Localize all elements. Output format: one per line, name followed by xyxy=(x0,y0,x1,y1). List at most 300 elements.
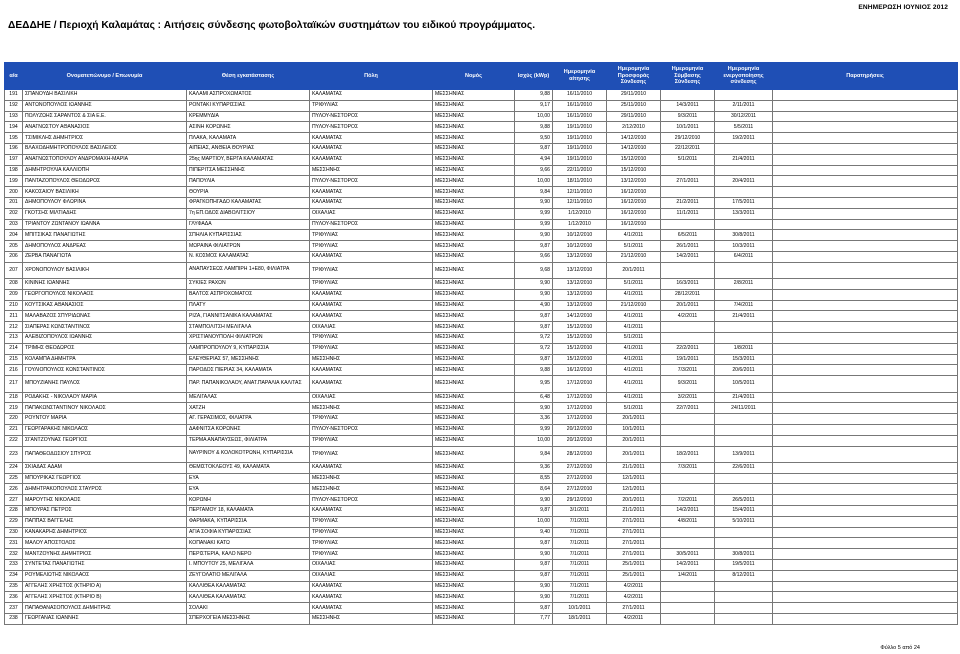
cell-name: ΚΟΛΑΜΠΑ ΔΗΜΗΤΡΑ xyxy=(23,354,187,365)
cell-city: ΤΡΙΦΥΛΙΑΣ xyxy=(310,527,433,538)
cell-remarks xyxy=(773,154,958,165)
cell-power: 9,72 xyxy=(515,343,553,354)
cell-prefecture: ΜΕΣΣΗΝΙΑΣ xyxy=(433,424,515,435)
cell-offer-date: 29/11/2010 xyxy=(607,90,661,101)
cell-application-date: 27/12/2010 xyxy=(553,484,607,495)
table-row xyxy=(5,403,958,414)
table-row xyxy=(5,376,958,392)
cell-remarks xyxy=(773,241,958,252)
cell-name: ΑΛΕΒΙΖΟΠΟΥΛΟΣ ΙΩΑΝΝΗΣ xyxy=(23,333,187,344)
cell-name: ΡΟΔΑΚΗΣ - ΝΙΚΟΛΑΟΥ ΜΑΡΙΑ xyxy=(23,392,187,403)
cell-offer-date: 12/1/2011 xyxy=(607,484,661,495)
cell-location: ΕΥΑ xyxy=(187,473,310,484)
cell-city: ΚΑΛΑΜΑΤΑΣ xyxy=(310,365,433,376)
cell-power: 9,84 xyxy=(515,187,553,198)
cell-city: ΟΙΧΑΛΙΑΣ xyxy=(310,570,433,581)
cell-city: ΚΑΛΑΜΑΤΑΣ xyxy=(310,505,433,516)
cell-city: ΚΑΛΑΜΑΤΑΣ xyxy=(310,300,433,311)
cell-contract-date: 30/5/2011 xyxy=(661,549,715,560)
cell-activation-date xyxy=(715,613,773,624)
cell-name: ΜΑΝΤΖΟΥΝΗΣ ΔΗΜΗΤΡΙΟΣ xyxy=(23,549,187,560)
cell-offer-date: 25/1/2011 xyxy=(607,559,661,570)
cell-contract-date: 14/2/2011 xyxy=(661,251,715,262)
table-row xyxy=(5,592,958,603)
cell-prefecture: ΜΕΣΣΗΝΙΑΣ xyxy=(433,154,515,165)
cell-offer-date: 4/1/2011 xyxy=(607,343,661,354)
cell-aa: 230 xyxy=(5,527,23,538)
cell-application-date: 12/11/2010 xyxy=(553,197,607,208)
cell-power: 7,77 xyxy=(515,613,553,624)
cell-city: ΚΑΛΑΜΑΤΑΣ xyxy=(310,154,433,165)
cell-contract-date: 11/1/2011 xyxy=(661,208,715,219)
cell-prefecture: ΜΕΣΣΗΝΙΑΣ xyxy=(433,143,515,154)
cell-power: 9,17 xyxy=(515,100,553,111)
cell-prefecture: ΜΕΣΣΗΝΙΑΣ xyxy=(433,603,515,614)
cell-offer-date: 4/1/2011 xyxy=(607,230,661,241)
cell-name: ΠΑΝΤΑΖΟΠΟΥΛΟΣ ΘΕΟΔΩΡΟΣ xyxy=(23,176,187,187)
cell-city: ΚΑΛΑΜΑΤΑΣ xyxy=(310,251,433,262)
cell-city: ΤΡΙΦΥΛΙΑΣ xyxy=(310,100,433,111)
cell-application-date: 27/12/2010 xyxy=(553,473,607,484)
cell-location: ΣΟΛΑΚΙ xyxy=(187,603,310,614)
cell-activation-date xyxy=(715,538,773,549)
table-row xyxy=(5,111,958,122)
cell-power: 9,90 xyxy=(515,403,553,414)
cell-prefecture: ΜΕΣΣΗΝΙΑΣ xyxy=(433,581,515,592)
cell-power: 9,88 xyxy=(515,90,553,101)
cell-remarks xyxy=(773,197,958,208)
cell-offer-date: 16/12/2010 xyxy=(607,219,661,230)
cell-application-date: 10/12/2010 xyxy=(553,241,607,252)
table-row xyxy=(5,581,958,592)
cell-aa: 191 xyxy=(5,90,23,101)
table-row xyxy=(5,122,958,133)
cell-prefecture: ΜΕΣΣΗΝΙΑΣ xyxy=(433,354,515,365)
cell-activation-date: 30/8/2011 xyxy=(715,230,773,241)
column-header-name: Ονοματεπώνυμο / Επωνυμία xyxy=(23,63,187,90)
cell-name: ΜΠΟΥΖΙΑΝΗΣ ΠΑΥΛΟΣ xyxy=(23,376,187,392)
cell-power: 9,87 xyxy=(515,241,553,252)
cell-offer-date: 27/1/2011 xyxy=(607,516,661,527)
table-row xyxy=(5,208,958,219)
cell-offer-date: 25/1/2011 xyxy=(607,570,661,581)
cell-location: ΠΛΑΚΑ, ΚΑΛΑΜΑΤΑ xyxy=(187,133,310,144)
cell-aa: 218 xyxy=(5,392,23,403)
cell-offer-date: 20/1/2011 xyxy=(607,495,661,506)
cell-name: ΓΕΩΡΓΑΡΑΚΗΣ ΝΙΚΟΛΑΟΣ xyxy=(23,424,187,435)
cell-prefecture: ΜΕΣΣΗΝΙΑΣ xyxy=(433,592,515,603)
cell-activation-date xyxy=(715,143,773,154)
cell-power: 10,00 xyxy=(515,111,553,122)
cell-contract-date: 14/3/2011 xyxy=(661,100,715,111)
cell-location: ΣΥΚΙΕΣ ΡΑΧΩΝ xyxy=(187,279,310,290)
cell-offer-date: 14/12/2010 xyxy=(607,143,661,154)
cell-application-date: 16/11/2010 xyxy=(553,90,607,101)
cell-power: 4,94 xyxy=(515,154,553,165)
cell-remarks xyxy=(773,403,958,414)
cell-name: ΓΕΩΡΓΟΠΟΥΛΟΣ ΝΙΚΟΛΑΟΣ xyxy=(23,289,187,300)
cell-offer-date: 21/12/2010 xyxy=(607,251,661,262)
cell-activation-date xyxy=(715,473,773,484)
cell-activation-date: 13/9/2011 xyxy=(715,446,773,462)
cell-aa: 224 xyxy=(5,462,23,473)
cell-location: ΦΑΡΜΑΚΑ, ΚΥΠΑΡΙΣΣΙΑ xyxy=(187,516,310,527)
cell-aa: 226 xyxy=(5,484,23,495)
cell-offer-date: 4/2/2011 xyxy=(607,592,661,603)
cell-offer-date: 4/1/2011 xyxy=(607,354,661,365)
cell-activation-date: 5/10/2011 xyxy=(715,516,773,527)
cell-location: ΚΟΡΩΝΗ xyxy=(187,495,310,506)
cell-activation-date xyxy=(715,322,773,333)
cell-contract-date: 7/2/2011 xyxy=(661,495,715,506)
cell-aa: 212 xyxy=(5,322,23,333)
cell-prefecture: ΜΕΣΣΗΝΙΑΣ xyxy=(433,559,515,570)
cell-application-date: 7/1/2011 xyxy=(553,549,607,560)
cell-activation-date xyxy=(715,435,773,446)
cell-prefecture: ΜΕΣΣΗΝΙΑΣ xyxy=(433,376,515,392)
cell-aa: 220 xyxy=(5,414,23,425)
table-row xyxy=(5,603,958,614)
cell-prefecture: ΜΕΣΣΗΝΙΑΣ xyxy=(433,219,515,230)
cell-location: ΠΕΡΙΣΤΕΡΙΑ, ΚΑΛΟ ΝΕΡΟ xyxy=(187,549,310,560)
table-row xyxy=(5,133,958,144)
cell-power: 9,87 xyxy=(515,322,553,333)
cell-city: ΠΥΛΟΥ-ΝΕΣΤΟΡΟΣ xyxy=(310,495,433,506)
cell-name: ΑΓΓΕΛΗΣ ΧΡΗΣΤΟΣ (ΚΤΗΡΙΟ Α) xyxy=(23,581,187,592)
cell-application-date: 10/12/2010 xyxy=(553,230,607,241)
cell-city: ΠΥΛΟΥ-ΝΕΣΤΟΡΟΣ xyxy=(310,424,433,435)
cell-contract-date xyxy=(661,484,715,495)
cell-remarks xyxy=(773,495,958,506)
cell-power: 9,87 xyxy=(515,559,553,570)
cell-activation-date: 5/5/2011 xyxy=(715,122,773,133)
cell-offer-date: 4/2/2011 xyxy=(607,613,661,624)
cell-prefecture: ΜΕΣΣΗΝΙΑΣ xyxy=(433,197,515,208)
cell-offer-date: 16/12/2010 xyxy=(607,187,661,198)
cell-prefecture: ΜΕΣΣΗΝΙΑΣ xyxy=(433,122,515,133)
cell-application-date: 7/1/2011 xyxy=(553,581,607,592)
cell-power: 10,00 xyxy=(515,435,553,446)
cell-city: ΤΡΙΦΥΛΙΑΣ xyxy=(310,343,433,354)
cell-activation-date: 17/5/2011 xyxy=(715,197,773,208)
cell-contract-date: 19/1/2011 xyxy=(661,354,715,365)
cell-city: ΤΡΙΦΥΛΙΑΣ xyxy=(310,549,433,560)
cell-power: 9,99 xyxy=(515,424,553,435)
cell-application-date: 15/12/2010 xyxy=(553,343,607,354)
cell-power: 9,90 xyxy=(515,581,553,592)
cell-city: ΚΑΛΑΜΑΤΑΣ xyxy=(310,462,433,473)
cell-offer-date: 16/12/2010 xyxy=(607,197,661,208)
cell-aa: 216 xyxy=(5,365,23,376)
cell-location: ΓΛΥΦΑΔΑ xyxy=(187,219,310,230)
cell-remarks xyxy=(773,100,958,111)
cell-city: ΠΥΛΟΥ-ΝΕΣΤΟΡΟΣ xyxy=(310,122,433,133)
cell-prefecture: ΜΕΣΣΗΝΙΑΣ xyxy=(433,538,515,549)
cell-city: ΤΡΙΦΥΛΙΑΣ xyxy=(310,446,433,462)
cell-remarks xyxy=(773,322,958,333)
cell-power: 9,99 xyxy=(515,219,553,230)
cell-remarks xyxy=(773,343,958,354)
cell-remarks xyxy=(773,165,958,176)
table-row xyxy=(5,484,958,495)
cell-contract-date: 7/3/2011 xyxy=(661,462,715,473)
cell-city: ΠΥΛΟΥ-ΝΕΣΤΟΡΟΣ xyxy=(310,111,433,122)
cell-prefecture: ΜΕΣΣΗΝΙΑΣ xyxy=(433,446,515,462)
cell-location: ΚΑΛΛΙΘΕΑ ΚΑΛΑΜΑΤΑΣ xyxy=(187,581,310,592)
cell-location: ΑΝΑΠΑΥΣΕΩΣ ΛΑΜΠΙΡΗ 1+Ε80, ΦΙΛΙΑΤΡΑ xyxy=(187,262,310,278)
cell-remarks xyxy=(773,435,958,446)
table-row xyxy=(5,435,958,446)
table-row xyxy=(5,613,958,624)
cell-remarks xyxy=(773,133,958,144)
cell-remarks xyxy=(773,392,958,403)
cell-activation-date xyxy=(715,333,773,344)
cell-remarks xyxy=(773,570,958,581)
cell-remarks xyxy=(773,262,958,278)
cell-application-date: 13/12/2010 xyxy=(553,251,607,262)
cell-location: 25ης ΜΑΡΤΙΟΥ, ΒΕΡΓΑ ΚΑΛΑΜΑΤΑΣ xyxy=(187,154,310,165)
cell-aa: 201 xyxy=(5,197,23,208)
cell-aa: 196 xyxy=(5,143,23,154)
cell-power: 9,68 xyxy=(515,262,553,278)
cell-application-date: 1/12/2010 xyxy=(553,219,607,230)
cell-city: ΚΑΛΑΜΑΤΑΣ xyxy=(310,603,433,614)
cell-activation-date xyxy=(715,90,773,101)
cell-power: 9,87 xyxy=(515,311,553,322)
cell-offer-date: 4/1/2011 xyxy=(607,311,661,322)
cell-contract-date xyxy=(661,187,715,198)
cell-activation-date xyxy=(715,219,773,230)
cell-application-date: 20/12/2010 xyxy=(553,435,607,446)
cell-name: ΡΟΥΝΤΟΥ ΜΑΡΙΑ xyxy=(23,414,187,425)
cell-activation-date xyxy=(715,187,773,198)
cell-city: ΜΕΣΣΗΝΗΣ xyxy=(310,165,433,176)
cell-contract-date: 7/3/2011 xyxy=(661,365,715,376)
cell-location: ΡΙΖΑ, ΓΙΑΝΝΙΤΣΑΝΙΚΑ ΚΑΛΑΜΑΤΑΣ xyxy=(187,311,310,322)
cell-aa: 211 xyxy=(5,311,23,322)
cell-offer-date: 5/1/2011 xyxy=(607,279,661,290)
cell-name: ΔΗΜΗΤΡΟΥΛΙΑ ΚΑΛΛΙΟΠΗ xyxy=(23,165,187,176)
column-header-location: Θέση εγκατάστασης xyxy=(187,63,310,90)
table-row xyxy=(5,424,958,435)
title-separator-1: / xyxy=(50,20,60,31)
cell-activation-date: 8/12/2011 xyxy=(715,570,773,581)
table-row xyxy=(5,230,958,241)
cell-prefecture: ΜΕΣΣΗΝΙΑΣ xyxy=(433,516,515,527)
cell-application-date: 7/1/2011 xyxy=(553,559,607,570)
table-row xyxy=(5,197,958,208)
cell-location: ΠΑΡ. ΠΑΠΑΝΙΚΟΛΑΟΥ, ΑΝΑΤ.ΠΑΡΑΛΙΑ ΚΑΛ/ΤΑΣ xyxy=(187,376,310,392)
table-row xyxy=(5,333,958,344)
cell-contract-date: 9/3/2011 xyxy=(661,376,715,392)
cell-city: ΤΡΙΦΥΛΙΑΣ xyxy=(310,333,433,344)
cell-city: ΟΙΧΑΛΙΑΣ xyxy=(310,322,433,333)
cell-prefecture: ΜΕΣΣΗΝΙΑΣ xyxy=(433,435,515,446)
table-row xyxy=(5,219,958,230)
cell-power: 8,64 xyxy=(515,484,553,495)
cell-activation-date: 21/4/2011 xyxy=(715,311,773,322)
cell-prefecture: ΜΕΣΣΗΝΙΑΣ xyxy=(433,100,515,111)
cell-remarks xyxy=(773,613,958,624)
title-separator-2: : xyxy=(154,20,164,31)
cell-offer-date: 25/11/2010 xyxy=(607,100,661,111)
cell-city: ΜΕΣΣΗΝΗΣ xyxy=(310,484,433,495)
cell-prefecture: ΜΕΣΣΗΝΙΑΣ xyxy=(433,495,515,506)
column-header-remarks: Παρατηρήσεις xyxy=(773,63,958,90)
cell-offer-date: 4/2/2011 xyxy=(607,581,661,592)
cell-offer-date: 20/1/2011 xyxy=(607,435,661,446)
cell-city: ΤΡΙΦΥΛΙΑΣ xyxy=(310,414,433,425)
cell-city: ΤΡΙΦΥΛΙΑΣ xyxy=(310,230,433,241)
cell-power: 9,40 xyxy=(515,527,553,538)
cell-contract-date: 22/12/2011 xyxy=(661,143,715,154)
cell-aa: 217 xyxy=(5,376,23,392)
cell-city: ΟΙΧΑΛΙΑΣ xyxy=(310,559,433,570)
cell-application-date: 12/11/2010 xyxy=(553,187,607,198)
cell-power: 9,87 xyxy=(515,505,553,516)
cell-application-date: 14/12/2010 xyxy=(553,311,607,322)
column-header-power: Ισχύς (kWp) xyxy=(515,63,553,90)
cell-aa: 210 xyxy=(5,300,23,311)
cell-location: ΒΑΛΤΟΣ ΑΣΠΡΟΧΩΜΑΤΟΣ xyxy=(187,289,310,300)
cell-power: 10,00 xyxy=(515,176,553,187)
cell-name: ΤΣΙΜΙΚΛΗΣ ΔΗΜΗΤΡΙΟΣ xyxy=(23,133,187,144)
cell-power: 9,90 xyxy=(515,592,553,603)
column-header-contract-date: Ημερομηνία Σύμβασης Σύνδεσης xyxy=(661,63,715,90)
table-row xyxy=(5,322,958,333)
cell-prefecture: ΜΕΣΣΗΝΙΑΣ xyxy=(433,549,515,560)
cell-activation-date xyxy=(715,414,773,425)
cell-aa: 232 xyxy=(5,549,23,560)
cell-remarks xyxy=(773,187,958,198)
cell-name: ΖΕΡΒΑ ΠΑΝΑΓΙΩΤΑ xyxy=(23,251,187,262)
cell-power: 9,66 xyxy=(515,251,553,262)
cell-location: ΚΑΛΑΜΙ ΑΣΠΡΟΧΩΜΑΤΟΣ xyxy=(187,90,310,101)
cell-activation-date: 1/8/2011 xyxy=(715,343,773,354)
table-row xyxy=(5,90,958,101)
table-row xyxy=(5,262,958,278)
cell-offer-date: 4/1/2011 xyxy=(607,322,661,333)
cell-power: 9,87 xyxy=(515,603,553,614)
cell-offer-date: 4/1/2011 xyxy=(607,289,661,300)
cell-application-date: 17/12/2010 xyxy=(553,392,607,403)
cell-location: ΧΡΙΣΤΙΑΝΟΥΠΟΛΗ ΦΙΛΙΑΤΡΩΝ xyxy=(187,333,310,344)
cell-offer-date: 15/12/2010 xyxy=(607,165,661,176)
update-date-header: ΕΝΗΜΕΡΩΣΗ ΙΟΥΝΙΟΣ 2012 xyxy=(858,4,948,11)
cell-aa: 209 xyxy=(5,289,23,300)
cell-name: ΚΙΝΙΝΗΣ ΙΩΑΝΝΗΣ xyxy=(23,279,187,290)
cell-remarks xyxy=(773,300,958,311)
cell-contract-date xyxy=(661,262,715,278)
cell-city: ΜΕΣΣΗΝΗΣ xyxy=(310,403,433,414)
cell-contract-date xyxy=(661,473,715,484)
cell-application-date: 10/1/2011 xyxy=(553,603,607,614)
cell-power: 9,90 xyxy=(515,197,553,208)
cell-activation-date xyxy=(715,581,773,592)
cell-city: ΤΡΙΦΥΛΙΑΣ xyxy=(310,516,433,527)
column-header-city: Πόλη xyxy=(310,63,433,90)
cell-aa: 237 xyxy=(5,603,23,614)
cell-contract-date: 22/7/2011 xyxy=(661,403,715,414)
table-row xyxy=(5,300,958,311)
table-row xyxy=(5,446,958,462)
cell-aa: 198 xyxy=(5,165,23,176)
cell-power: 9,36 xyxy=(515,462,553,473)
cell-contract-date xyxy=(661,333,715,344)
cell-aa: 195 xyxy=(5,133,23,144)
cell-city: ΤΡΙΦΥΛΙΑΣ xyxy=(310,279,433,290)
cell-prefecture: ΜΕΣΣΗΝΙΑΣ xyxy=(433,279,515,290)
cell-name: ΚΟΥΤΣΙΚΑΣ ΑΘΑΝΑΣΙΟΣ xyxy=(23,300,187,311)
cell-power: 9,88 xyxy=(515,122,553,133)
cell-power: 9,87 xyxy=(515,354,553,365)
cell-location: ΡΟΝΤΑΚΙ ΚΥΠΑΡΙΣΣΙΑΣ xyxy=(187,100,310,111)
cell-aa: 222 xyxy=(5,435,23,446)
cell-prefecture: ΜΕΣΣΗΝΙΑΣ xyxy=(433,343,515,354)
cell-prefecture: ΜΕΣΣΗΝΙΑΣ xyxy=(433,527,515,538)
cell-location: ΑΣΙΝΗ ΚΟΡΩΝΗΣ xyxy=(187,122,310,133)
cell-aa: 214 xyxy=(5,343,23,354)
table-body xyxy=(5,90,958,625)
cell-aa: 206 xyxy=(5,251,23,262)
cell-location: ΜΩΡΑΙΝΑ ΦΙΛΙΑΤΡΩΝ xyxy=(187,241,310,252)
cell-activation-date xyxy=(715,165,773,176)
cell-city: ΚΑΛΑΜΑΤΑΣ xyxy=(310,197,433,208)
cell-name: ΜΑΛΟΥ ΑΠΟΣΤΟΛΟΣ xyxy=(23,538,187,549)
cell-remarks xyxy=(773,592,958,603)
cell-city: ΚΑΛΑΜΑΤΑΣ xyxy=(310,143,433,154)
cell-application-date: 7/1/2011 xyxy=(553,527,607,538)
cell-activation-date: 30/12/2011 xyxy=(715,111,773,122)
cell-location: ΑΓΙΑ ΣΟΦΙΑ ΚΥΠΑΡΙΣΣΙΑΣ xyxy=(187,527,310,538)
cell-activation-date: 13/3/2011 xyxy=(715,208,773,219)
column-header-offer-date: Ημερομηνία Προσφοράς Σύνδεσης xyxy=(607,63,661,90)
column-header-aa: α/α xyxy=(5,63,23,90)
cell-contract-date: 21/2/2011 xyxy=(661,197,715,208)
cell-contract-date xyxy=(661,424,715,435)
cell-remarks xyxy=(773,473,958,484)
cell-location: ΠΑΡΟΔΟΣ ΠΙΕΡΙΑΣ 34, ΚΑΛΑΜΑΤΑ xyxy=(187,365,310,376)
cell-offer-date: 20/1/2011 xyxy=(607,446,661,462)
cell-contract-date xyxy=(661,90,715,101)
cell-application-date: 16/12/2010 xyxy=(553,365,607,376)
cell-offer-date: 5/1/2011 xyxy=(607,333,661,344)
cell-prefecture: ΜΕΣΣΗΝΙΑΣ xyxy=(433,333,515,344)
cell-aa: 203 xyxy=(5,219,23,230)
cell-offer-date: 27/1/2011 xyxy=(607,603,661,614)
cell-prefecture: ΜΕΣΣΗΝΙΑΣ xyxy=(433,365,515,376)
cell-remarks xyxy=(773,414,958,425)
cell-offer-date: 21/12/2010 xyxy=(607,300,661,311)
cell-contract-date: 4/8/2011 xyxy=(661,516,715,527)
cell-contract-date xyxy=(661,219,715,230)
table-row xyxy=(5,505,958,516)
cell-city: ΤΡΙΦΥΛΙΑΣ xyxy=(310,262,433,278)
cell-offer-date: 27/1/2011 xyxy=(607,527,661,538)
cell-prefecture: ΜΕΣΣΗΝΙΑΣ xyxy=(433,90,515,101)
cell-city: ΚΑΛΑΜΑΤΑΣ xyxy=(310,592,433,603)
cell-name: ΑΝΤΩΝΟΠΟΥΛΟΣ ΙΩΑΝΝΗΣ xyxy=(23,100,187,111)
cell-application-date: 27/12/2010 xyxy=(553,462,607,473)
cell-power: 9,90 xyxy=(515,549,553,560)
table-header-row xyxy=(5,63,958,90)
table-row xyxy=(5,154,958,165)
cell-activation-date xyxy=(715,262,773,278)
cell-location: ΣΠΕΡΧΟΓΕΙΑ ΜΕΣΣΗΝΗΣ xyxy=(187,613,310,624)
cell-location: ΜΕΛΙΓΑΛΑΣ xyxy=(187,392,310,403)
cell-aa: 234 xyxy=(5,570,23,581)
cell-location: ΧΑΤΖΗ xyxy=(187,403,310,414)
